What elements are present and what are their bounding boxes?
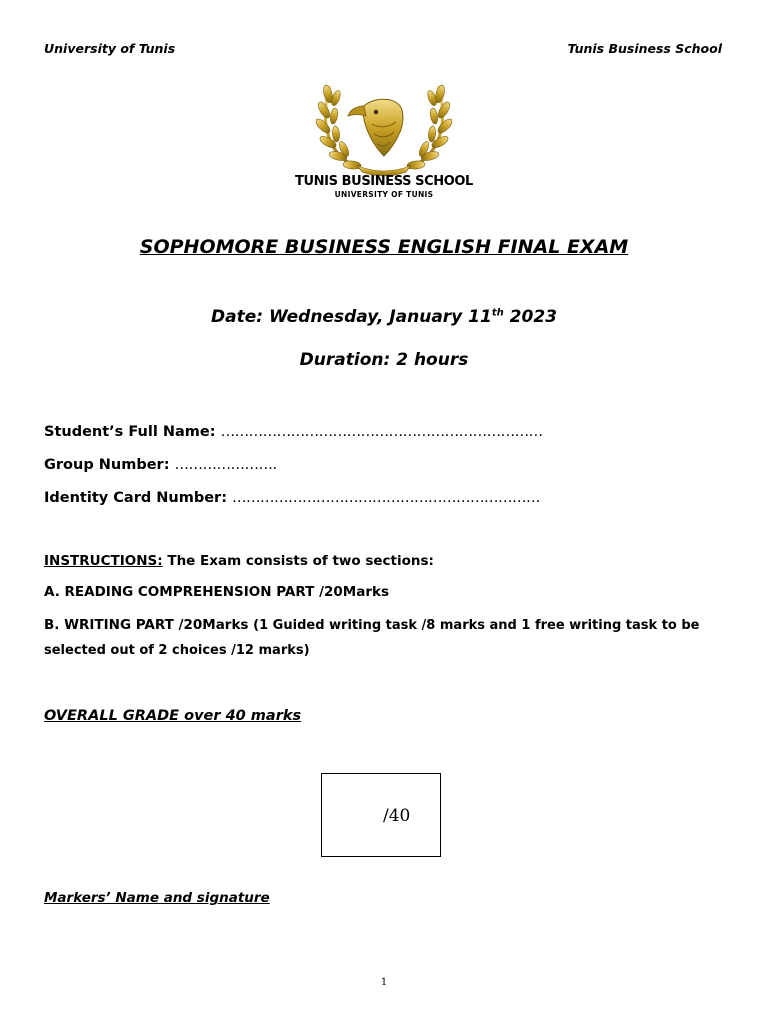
- eagle-icon: [348, 99, 403, 156]
- header-university: University of Tunis: [44, 41, 176, 56]
- part-b: [44, 613, 734, 663]
- exam-duration: Duration: 2 hours: [299, 350, 469, 370]
- exam-date-year: 2023: [503, 307, 557, 327]
- grade-box[interactable]: [321, 773, 441, 857]
- part-b-title: B. WRITING PART /20Marks: [44, 617, 254, 633]
- student-name-field[interactable]: [44, 424, 543, 440]
- logo-university-name: UNIVERSITY OF TUNIS: [334, 190, 434, 199]
- identity-card-blank[interactable]: …………………………………………………………: [232, 490, 541, 506]
- exam-date-text: Date: Wednesday, January 11: [211, 307, 492, 327]
- logo-school-name: TUNIS BUSINESS SCHOOL: [295, 174, 473, 189]
- instructions: [44, 553, 434, 569]
- part-b-detail: (1 Guided writing task /8 marks and 1 free writing task to be selected out of 2 choices /12 marks): [44, 618, 700, 658]
- overall-grade-heading: OVERALL GRADE over 40 marks: [44, 708, 302, 724]
- group-number-field[interactable]: [44, 457, 277, 473]
- group-number-label: Group Number:: [44, 457, 175, 473]
- grade-box-total: /40: [383, 806, 411, 826]
- markers-signature-heading: Markers’ Name and signature: [44, 890, 270, 906]
- identity-card-label: Identity Card Number:: [44, 490, 233, 506]
- page-number: 1: [380, 977, 388, 988]
- exam-date-suffix: th: [491, 307, 504, 319]
- instructions-label: INSTRUCTIONS:: [44, 553, 163, 569]
- exam-date: [0, 307, 768, 327]
- exam-title: SOPHOMORE BUSINESS ENGLISH FINAL EXAM: [139, 236, 629, 258]
- student-name-blank[interactable]: ……………………………………………………………: [220, 424, 543, 440]
- group-number-blank[interactable]: ………………….: [174, 457, 277, 473]
- identity-card-field[interactable]: [44, 490, 540, 506]
- header-school: Tunis Business School: [567, 41, 722, 56]
- instructions-text: The Exam consists of two sections:: [162, 553, 434, 569]
- part-a: A. READING COMPREHENSION PART /20Marks: [44, 584, 390, 600]
- student-name-label: Student’s Full Name:: [44, 424, 221, 440]
